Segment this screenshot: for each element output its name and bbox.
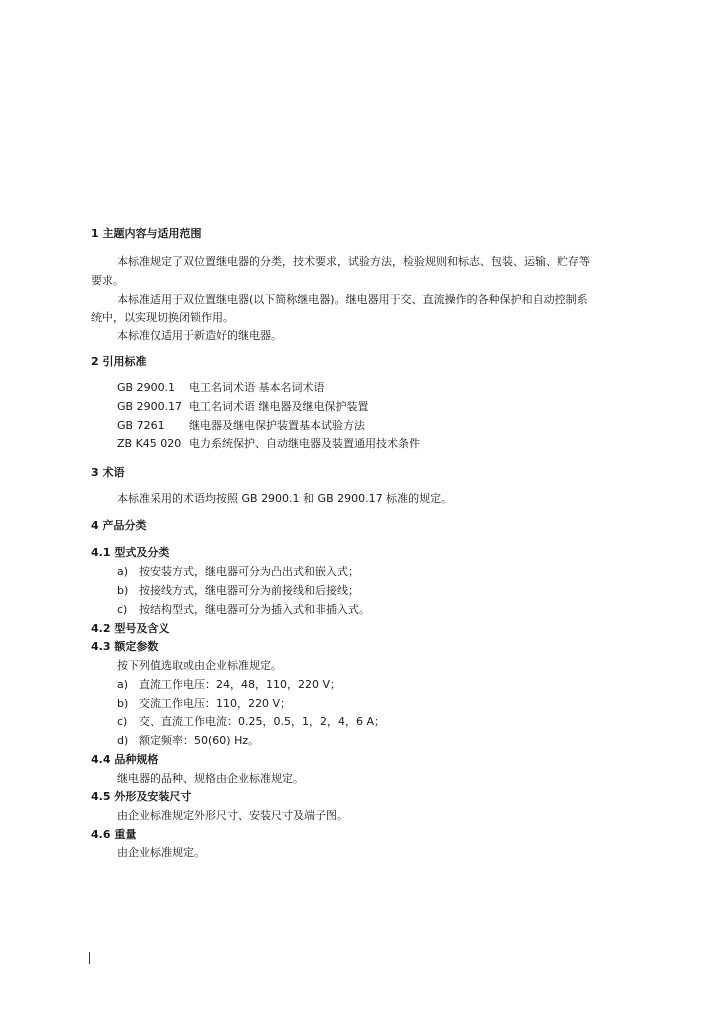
section-1-paragraph: 要求。 xyxy=(91,274,124,287)
subsection-4-1-heading: 4.1 型式及分类 xyxy=(91,546,170,559)
subsection-4-3-heading: 4.3 额定参数 xyxy=(91,640,159,653)
subsection-4-5-text: 由企业标准规定外形尺寸、安装尺寸及端子图。 xyxy=(117,809,348,822)
reference-code: ZB K45 020 xyxy=(117,437,182,450)
section-2-heading: 2 引用标准 xyxy=(91,355,147,368)
list-item xyxy=(117,603,370,617)
subsection-4-6-heading: 4.6 重量 xyxy=(91,828,137,841)
section-1-paragraph: 本标准仅适用于新造好的继电器。 xyxy=(117,329,282,342)
reference-title: 电工名词术语 基本名词术语 xyxy=(189,381,325,394)
list-item-text: 按结构型式，继电器可分为插入式和非插入式。 xyxy=(139,603,370,616)
reference-title: 继电器及继电保护装置基本试验方法 xyxy=(189,419,365,432)
list-item-label: c) xyxy=(117,603,128,616)
list-item-label: a) xyxy=(117,678,129,691)
list-item-text: 按安装方式，继电器可分为凸出式和嵌入式； xyxy=(139,565,359,578)
reference-row xyxy=(117,381,325,395)
reference-row xyxy=(117,419,365,433)
list-item-text: 按接线方式，继电器可分为前接线和后接线； xyxy=(139,584,359,597)
list-item-label: c) xyxy=(117,715,128,728)
list-item xyxy=(117,715,385,729)
subsection-4-5-heading: 4.5 外形及安装尺寸 xyxy=(91,790,192,803)
subsection-4-2-heading: 4.2 型号及含义 xyxy=(91,622,170,635)
list-item xyxy=(117,565,359,579)
reference-row xyxy=(117,437,420,451)
list-item xyxy=(117,678,341,692)
list-item-text: 额定频率：50(60) Hz。 xyxy=(139,734,260,747)
section-1-paragraph: 本标准适用于双位置继电器(以下简称继电器)。继电器用于交、直流操作的各种保护和自动控制系 xyxy=(117,293,588,306)
section-3-text: 本标准采用的术语均按照 GB 2900.1 和 GB 2900.17 标准的规定。 xyxy=(117,492,453,505)
list-item-text: 交、直流工作电流：0.25，0.5，1，2，4，6 A； xyxy=(139,715,386,728)
section-1-paragraph: 本标准规定了双位置继电器的分类，技术要求，试验方法，检验规则和标志、包装、运输、贮存等 xyxy=(117,255,590,268)
reference-code: GB 2900.1 xyxy=(117,381,176,394)
list-item xyxy=(117,734,259,748)
reference-code: GB 7261 xyxy=(117,419,165,432)
section-1-heading: 1 主题内容与适用范围 xyxy=(91,227,202,240)
subsection-4-4-text: 继电器的品种、规格由企业标准规定。 xyxy=(117,772,304,785)
list-item-label: b) xyxy=(117,697,129,710)
reference-code: GB 2900.17 xyxy=(117,400,183,413)
reference-title: 电力系统保护、自动继电器及装置通用技术条件 xyxy=(189,437,420,450)
section-4-heading: 4 产品分类 xyxy=(91,519,147,532)
reference-row xyxy=(117,400,369,414)
subsection-4-6-text: 由企业标准规定。 xyxy=(117,846,205,859)
list-item-text: 直流工作电压：24，48，110，220 V； xyxy=(139,678,342,691)
section-3-heading: 3 术语 xyxy=(91,466,125,479)
list-item-label: b) xyxy=(117,584,129,597)
subsection-4-4-heading: 4.4 品种规格 xyxy=(91,753,159,766)
reference-title: 电工名词术语 继电器及继电保护装置 xyxy=(189,400,369,413)
list-item-text: 交流工作电压：110，220 V； xyxy=(139,697,292,710)
list-item xyxy=(117,697,291,711)
subsection-4-3-intro: 按下列值选取或由企业标准规定。 xyxy=(117,659,282,672)
list-item xyxy=(117,584,359,598)
list-item-label: d) xyxy=(117,734,129,747)
section-1-paragraph: 统中，以实现切换闭锁作用。 xyxy=(91,311,234,324)
list-item-label: a) xyxy=(117,565,129,578)
margin-mark xyxy=(89,952,90,964)
